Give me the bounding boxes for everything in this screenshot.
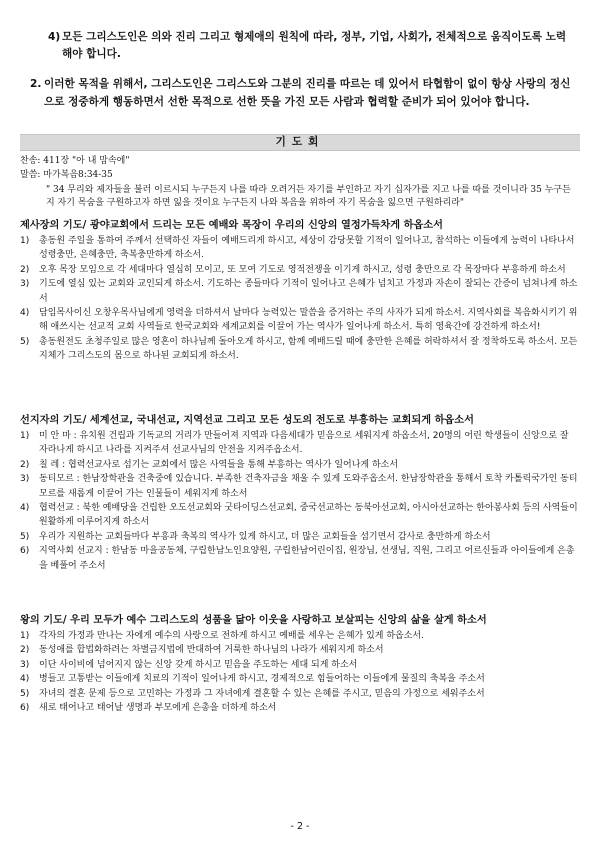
list-item: 3) 동티모르 : 한남장학관을 건축중에 있습니다. 부족한 건축자금을 채울 수 있게 도와주옵소서. 한남장학관을 통해서 토착 카톨릭국가인 동티모르를 새롭게 이끌어 가는 인물들이 세워지게 하소서	[20, 474, 578, 499]
list-item: 1) 총동원 주일을 통하여 주께서 선택하신 자들이 예배드리게 하시고, 세상이 감당못할 기적이 일어나고, 참석하는 이들에게 능력이 나타나서 성령충만, 은혜충만, 축복충만하게 하소서.	[20, 236, 575, 261]
list-item: 1) 각자의 가정과 만나는 자에게 예수의 사랑으로 전하게 하시고 예배를 세우는 은혜가 있게 하옵소서.	[20, 631, 424, 641]
section-priest-prayer	[20, 218, 580, 364]
list-item: 1) 미 안 마 : 유치원 건립과 기독교의 거리가 만들어져 지역과 다음세대가 믿음으로 세워지게 하옵소서, 20명의 어린 학생들이 신앙으로 잘 자라나게 하시고 나라를 지켜주셔 선교사님의 안전을 지켜주옵소서.	[20, 431, 569, 456]
intro-item-4	[48, 29, 572, 63]
list-item: 5) 우리가 지원하는 교회들마다 부흥과 축복의 역사가 있게 하시고, 더 많은 교회들을 섬기면서 감사로 충만하게 하소서	[20, 531, 491, 542]
list-item: 4) 협력선교 : 북한 예배당을 건립한 오도선교회와 굿타이딩스선교회, 중국선교하는 동북아선교회, 아시아선교하는 한아봉사회 등의 사역들이 원활하게 이루어지게 하소서	[20, 503, 578, 528]
scripture-line: 말씀: 마가복음8:34-35	[20, 170, 113, 180]
hymn-line: 찬송: 411장 "아 내 맘속에"	[20, 156, 130, 166]
page-number: - 2 -	[290, 821, 310, 832]
section-prophet-prayer	[20, 413, 580, 573]
list-item: 6) 지역사회 선교지 : 한남동 마을공동체, 구립한남노인요양원, 구립한남어린이집, 원장님, 선생님, 직원, 그리고 어르신들과 아이들에게 은총을 베풀어 주소서	[20, 546, 575, 571]
intro-item-4-number: 4)	[48, 31, 61, 43]
intro-item-4-text: 모든 그리스도인은 의와 진리 그리고 형제애의 원칙에 따라, 정부, 기업, 사회가, 전체적으로 움직이도록 노력해야 합니다.	[62, 31, 567, 60]
scripture-quote: " 34 무리와 제자들을 불러 이르시되 누구든지 나를 따라 오려거든 자기를 부인하고 자기 십자가를 지고 나를 따를 것이니라 35 누구든지 자기 목숨을 구원하고자 하면 잃을 것이요 누구든지 나와 복음을 위하여 자기 목숨을 잃으면 구원하리라"	[46, 185, 571, 208]
section-heading: 왕의 기도/ 우리 모두가 예수 그리스도의 성품을 닮아 이웃을 사랑하고 보살피는 신앙의 삶을 살게 하소서	[20, 615, 487, 626]
list-item: 2) 오후 목장 모임으로 각 세대마다 열심히 모이고, 또 모여 기도로 영적전쟁을 이기게 하시고, 성령 충만으로 각 목장마다 부흥하게 하소서	[20, 264, 566, 275]
intro-point-2	[30, 75, 578, 111]
prayer-meeting-title: 기도회	[275, 136, 325, 148]
list-item: 3) 기도에 열심 있는 교회와 교인되게 하소서. 기도하는 종들마다 기적이 일어나고 은혜가 넘치고 가정과 자손이 잘되는 간증이 넘쳐나게 하소서	[20, 279, 578, 304]
list-item: 5) 자녀의 결혼 문제 등으로 고민하는 가정과 그 자녀에게 결혼할 수 있는 은혜를 주시고, 믿음의 가정으로 세워주소서	[20, 688, 485, 699]
section-king-prayer	[20, 613, 580, 715]
section-heading: 선지자의 기도/ 세계선교, 국내선교, 지역선교 그리고 모든 성도의 전도로 부흥하는 교회되게 하옵소서	[20, 415, 474, 426]
section-heading: 제사장의 기도/ 광야교회에서 드리는 모든 예배와 목장이 우리의 신앙의 열정가득차게 하옵소서	[20, 220, 443, 231]
list-item: 6) 새로 태어나고 태어날 생명과 부모에게 은총을 더하게 하소서	[20, 703, 277, 714]
list-item: 4) 병들고 고통받는 이들에게 치료의 기적이 일어나게 하시고, 경제적으로 힘들어하는 이들에게 물질의 축복을 주소서	[20, 674, 485, 685]
list-item: 2) 칠 레 : 협력선교사로 섬기는 교회에서 많은 사역들을 통해 부흥하는 역사가 일어나게 하소서	[20, 459, 399, 470]
list-item: 5) 총동원전도 초청주일로 많은 영혼이 하나님께 돌아오게 하시고, 함께 예배드릴 때에 충만한 은혜를 허락하셔서 잘 정착하도록 하소서. 모든 지체가 그리스도의 몸으로 하나된 교회되게 하소서.	[20, 336, 578, 362]
list-item: 2) 동성애를 합법화하려는 차별금지법에 반대하여 거룩한 하나님의 나라가 세워지게 하소서	[20, 645, 384, 656]
list-item: 3) 이단 사이비에 넘어지지 않는 신앙 갖게 하시고 믿음을 주도하는 세대 되게 하소서	[20, 659, 358, 670]
intro-point-2-text: 이러한 목적을 위해서, 그리스도인은 그리스도와 그분의 진리를 따르는 데 있어서 타협함이 없이 항상 사랑의 정신으로 정중하게 행동하면서 선한 목적으로 선한 뜻을 가진 모든 사람과 협력할 준비가 되어 있어야 합니다.	[44, 78, 571, 108]
list-item: 4) 담임목사이신 오창우목사님에게 영력을 더하셔서 날마다 능력있는 말씀을 증거하는 주의 사자가 되게 하소서. 지역사회를 복음화시키기 위해 애쓰시는 선교적 교회 사역들로 한국교회와 세계교회를 이끌어 가는 역사가 일어나게 하소서. 특히 영육간에 강건하게 하소서!	[20, 308, 578, 333]
prayer-meeting-header	[20, 134, 580, 151]
intro-point-2-number: 2.	[30, 78, 42, 90]
